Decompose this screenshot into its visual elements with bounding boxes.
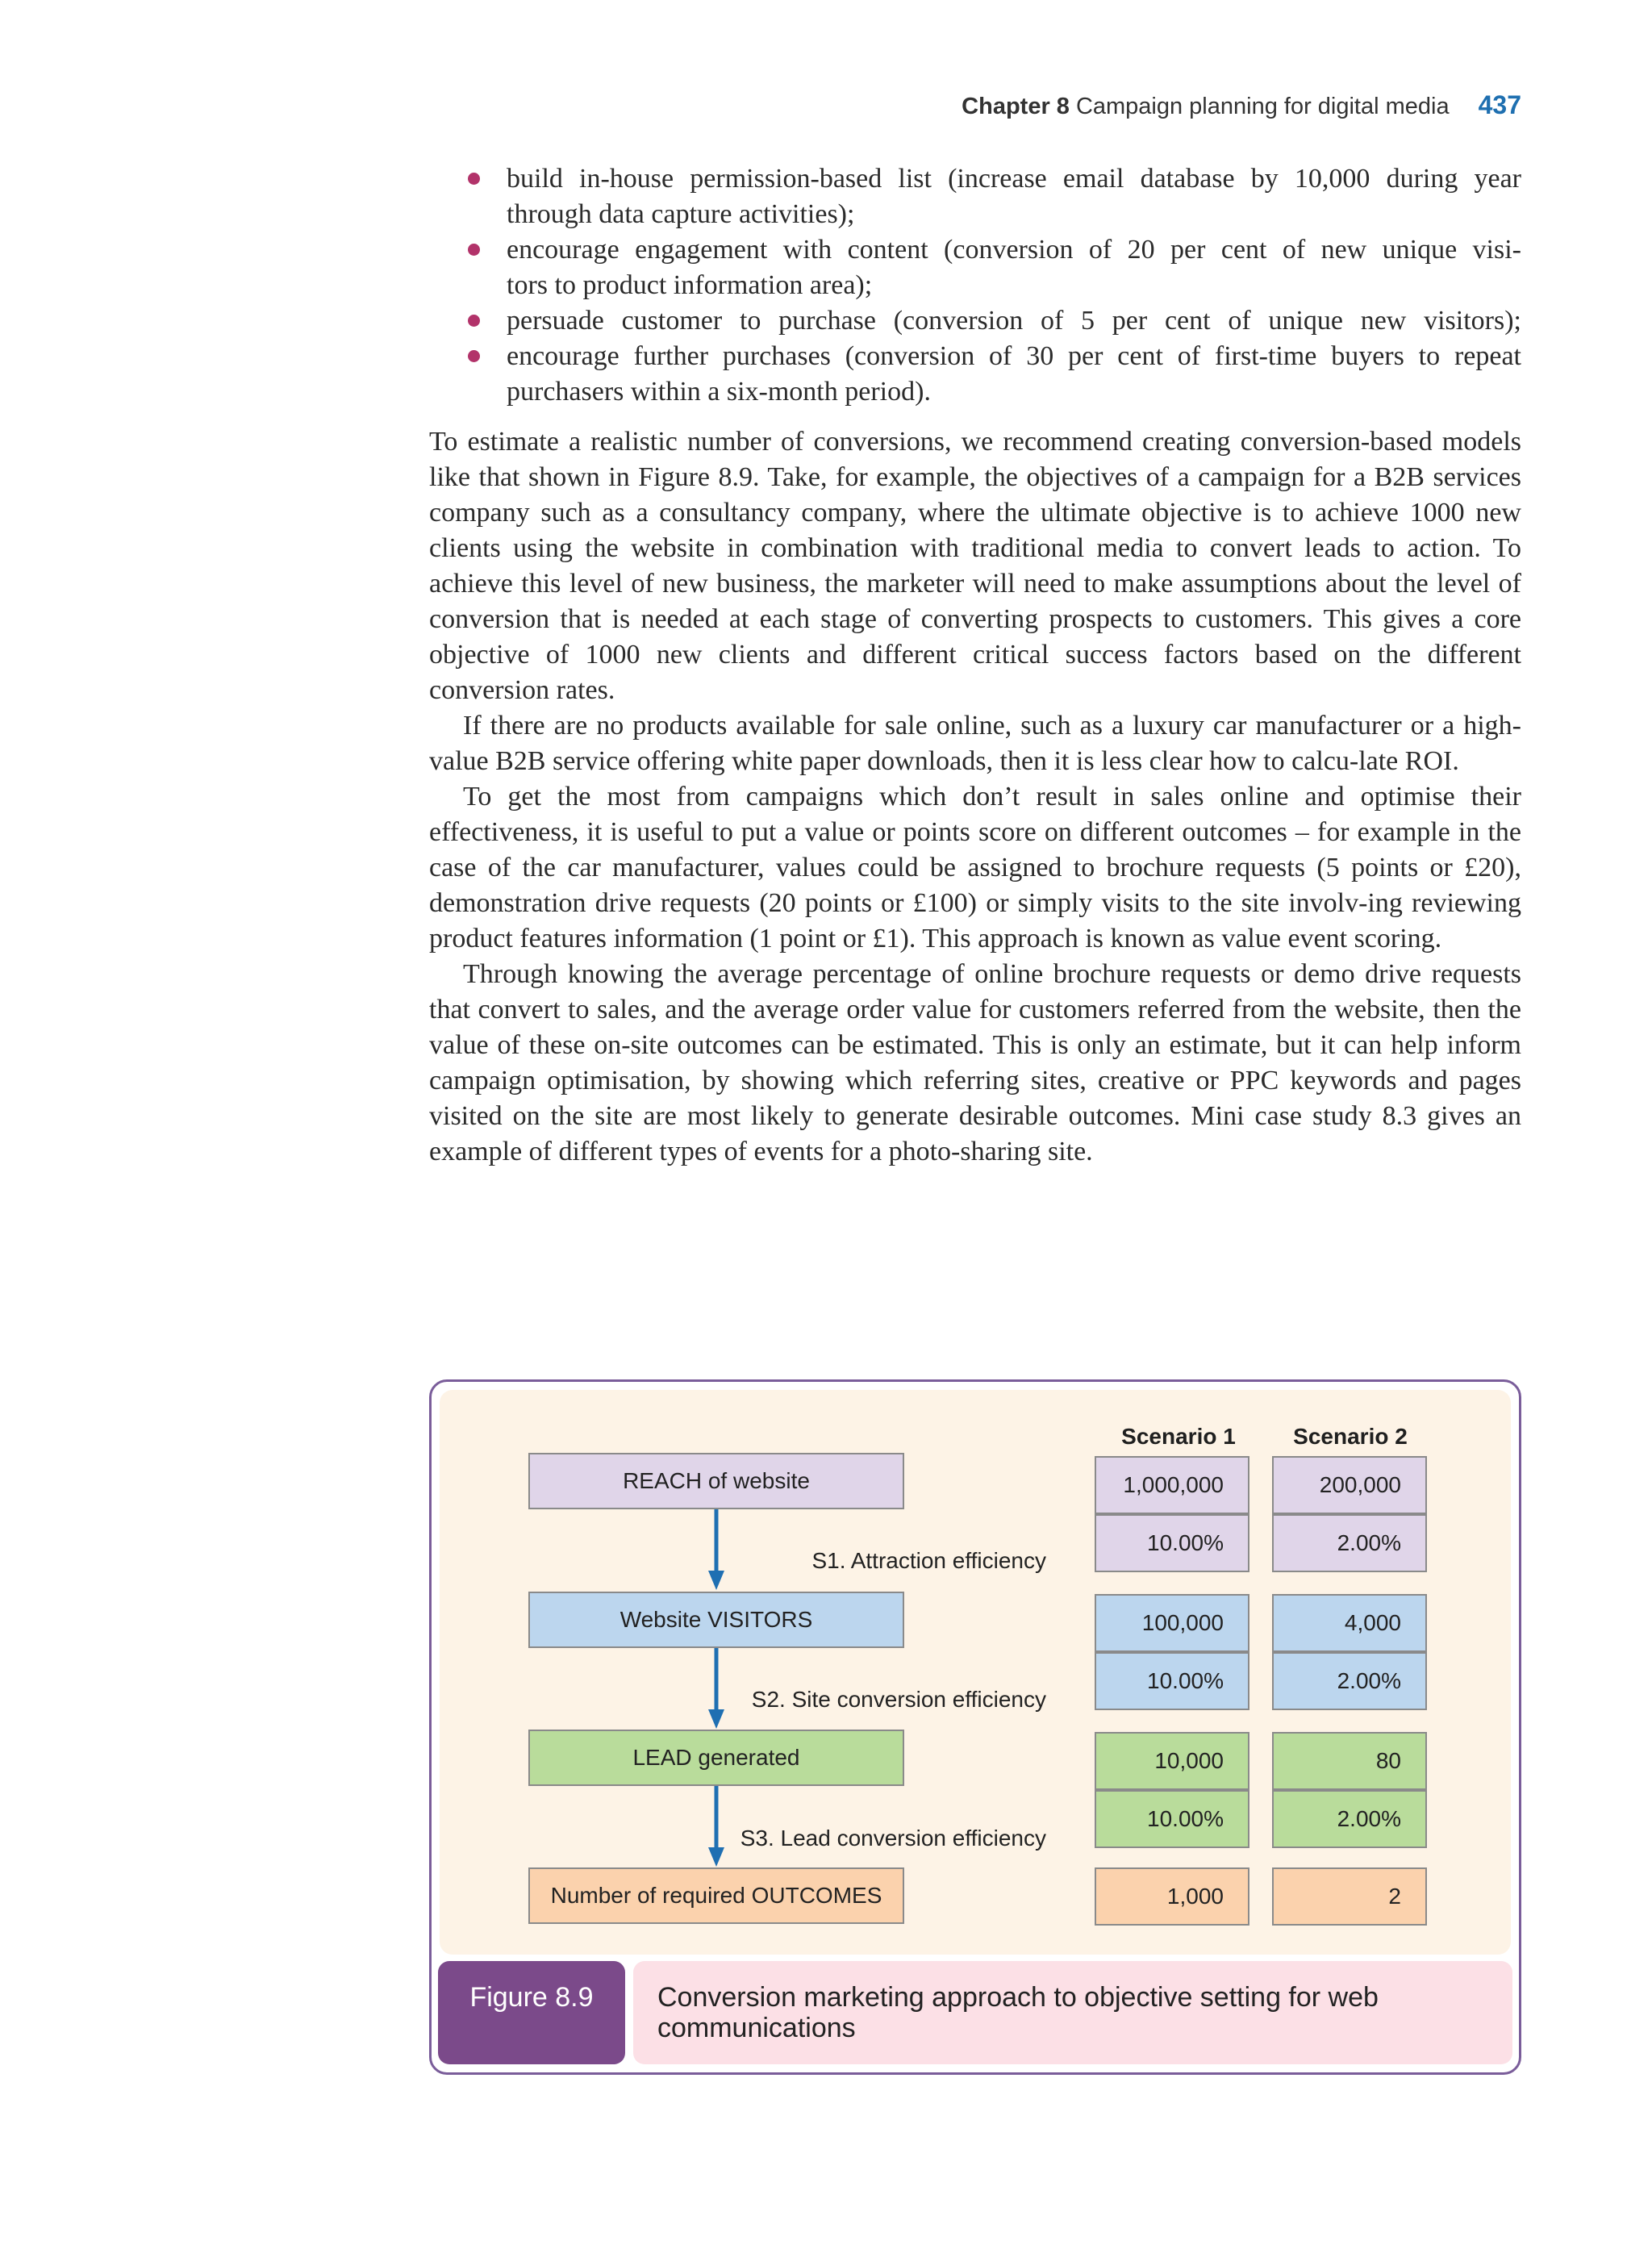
scenario-2-header: Scenario 2 [1293,1424,1408,1449]
stage-leads: LEAD generated [528,1730,904,1786]
s2-reach-value: 200,000 [1272,1456,1427,1514]
bullet-item: build in-house permission-based list (increase email database by 10,000 during year [468,161,1521,197]
s2-visitors-value: 4,000 [1272,1594,1427,1652]
bullet-item-continued: tors to product information area); [507,270,873,300]
s2-attraction-rate: 2.00% [1272,1514,1427,1572]
down-arrow-icon [707,1648,726,1730]
objective-bullet-list [468,161,1521,410]
paragraph: To estimate a realistic number of conversions, we recommend creating conversion-based models like that shown in Figure 8.9. Take, for example, the objectives of a campaign for a B2B services company such as a consultancy company, where the ultimate objective is to achieve 1000 new clients using the website in combination with traditional media to convert leads to action. To achieve this level of new business, the marketer will need to make assumptions about the level of conversion that is needed at each stage of converting prospects to customers. This gives a core objective of 1000 new clients and different critical success factors based on the different conversion rates. [429,427,1521,705]
attraction-efficiency-label: S1. Attraction efficiency [811,1548,1046,1573]
stage-outcomes: Number of required OUTCOMES [528,1867,904,1924]
s1-lead-conversion-rate: 10.00% [1095,1790,1249,1848]
scenario-1-header: Scenario 1 [1121,1424,1236,1449]
s1-reach-value: 1,000,000 [1095,1456,1249,1514]
s1-site-conversion-rate: 10.00% [1095,1652,1249,1710]
stage-reach: REACH of website [528,1453,904,1509]
down-arrow-icon [707,1509,726,1592]
page-number: 437 [1478,90,1521,119]
s2-lead-conversion-rate: 2.00% [1272,1790,1427,1848]
site-conversion-efficiency-label: S2. Site conversion efficiency [751,1687,1046,1712]
conversion-diagram [440,1390,1511,1955]
bullet-item: encourage further purchases (conversion of 30 per cent of first-time buyers to repeat [468,339,1521,374]
s1-leads-value: 10,000 [1095,1732,1249,1790]
paragraph: To get the most from campaigns which don’t result in sales online and optimise their effectiveness, it is useful to put a value or points score on different outcomes – for example in the case of the car manufacturer, values could be assigned to brochure requests (5 points or £20), demonstration drive requests (20 points or £100) or simply visits to the site involv-ing reviewing product features information (1 point or £1). This approach is known as value event scoring. [429,782,1521,953]
stage-visitors: Website VISITORS [528,1592,904,1648]
s2-site-conversion-rate: 2.00% [1272,1652,1427,1710]
chapter-label: Chapter 8 [962,94,1070,119]
down-arrow-icon [707,1786,726,1868]
paragraph: Through knowing the average percentage of online brochure requests or demo drive requests that convert to sales, and the average order value for customers referred from the website, then the value of these on-site outcomes can be estimated. This is only an estimate, but it can help inform campaign optimisation, by showing which referring sites, creative or PPC keywords and pages visited on the site are most likely to generate desirable outcomes. Mini case study 8.3 gives an example of different types of events for a photo-sharing site. [429,959,1521,1166]
paragraph: If there are no products available for sale online, such as a luxury car manufacturer or a high-value B2B service offering white paper downloads, then it is less clear how to calcu-late ROI. [429,711,1521,776]
s2-outcomes-value: 2 [1272,1867,1427,1926]
figure-8-9 [429,1379,1521,2075]
lead-conversion-efficiency-label: S3. Lead conversion efficiency [740,1826,1046,1851]
body-text [429,424,1521,1170]
bullet-item-continued: purchasers within a six-month period). [507,377,931,407]
bullet-item-continued: through data capture activities); [507,199,855,229]
s1-attraction-rate: 10.00% [1095,1514,1249,1572]
s1-outcomes-value: 1,000 [1095,1867,1249,1926]
bullet-item: persuade customer to purchase (conversion of 5 per cent of unique new visitors); [468,303,1521,339]
s2-leads-value: 80 [1272,1732,1427,1790]
figure-caption: Conversion marketing approach to objective setting for web communications [633,1961,1512,2064]
chapter-title: Campaign planning for digital media [1075,94,1450,119]
running-header [962,90,1521,120]
s1-visitors-value: 100,000 [1095,1594,1249,1652]
bullet-item: encourage engagement with content (conversion of 20 per cent of new unique visi- [468,232,1521,268]
figure-label: Figure 8.9 [438,1961,625,2064]
